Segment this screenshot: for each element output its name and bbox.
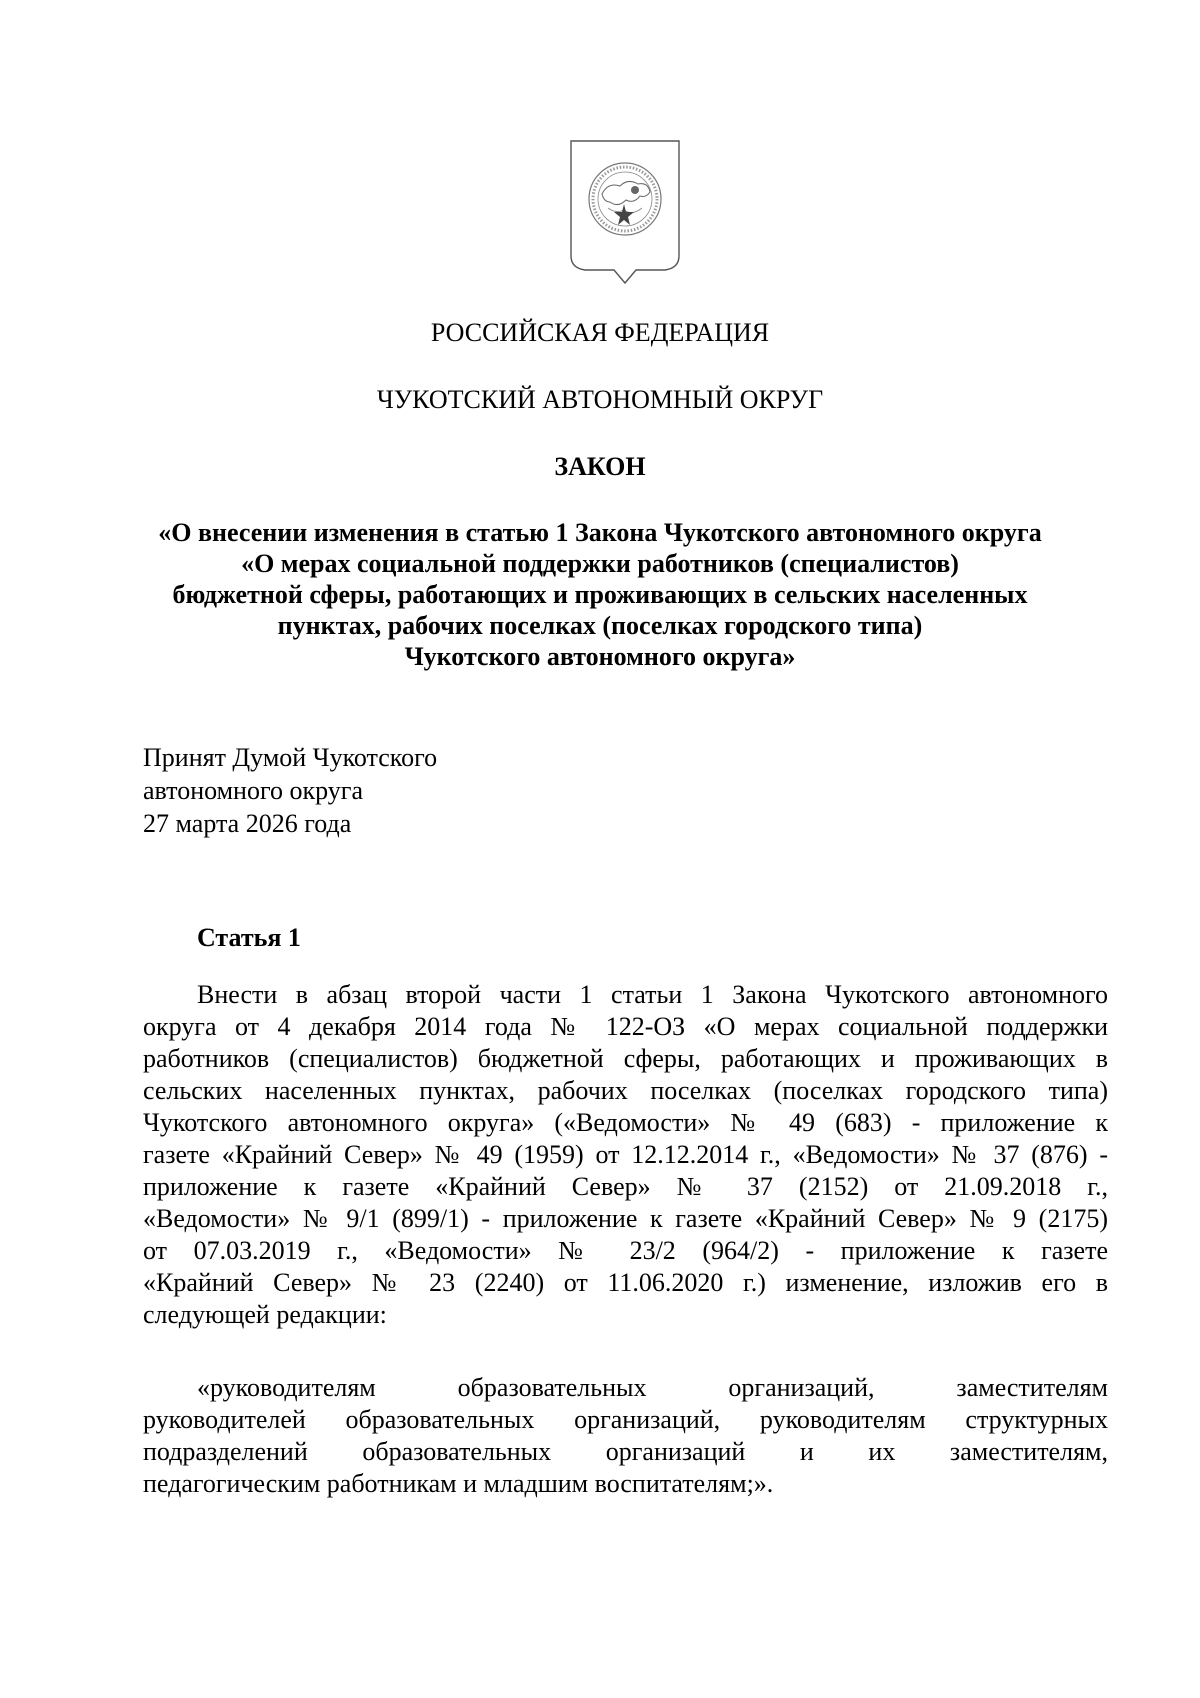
paragraph-line: округа от 4 декабря 2014 года № 122-ОЗ «О мерах социальной поддержки — [143, 1012, 1108, 1041]
article-body-paragraph — [143, 979, 1108, 1331]
law-title-line: Чукотского автономного округа» — [404, 642, 796, 671]
paragraph-line: подразделений образовательных организаций и их заместителям, — [143, 1437, 1108, 1466]
adoption-note-line: Принят Думой Чукотского — [143, 743, 438, 772]
paragraph-line: Внести в абзац второй части 1 статьи 1 Закона Чукотского автономного — [197, 980, 1108, 1009]
paragraph-line: приложение к газете «Крайний Север» № 37 (2152) от 21.09.2018 г., — [143, 1172, 1108, 1201]
paragraph-line: газете «Крайний Север» № 49 (1959) от 12.12.2014 г., «Ведомости» № 37 (876) - — [143, 1140, 1108, 1169]
adoption-date: 27 марта 2026 года — [143, 809, 352, 838]
new-wording-paragraph — [143, 1372, 1108, 1500]
paragraph-line: от 07.03.2019 г., «Ведомости» № 23/2 (964/2) - приложение к газете — [143, 1236, 1108, 1265]
coat-of-arms-emblem — [568, 138, 682, 286]
paragraph-line: «Крайний Север» № 23 (2240) от 11.06.2020 г.) изменение, изложив его в — [143, 1268, 1108, 1297]
article-heading: Статья 1 — [197, 923, 301, 952]
adoption-note-line: автономного округа — [143, 776, 363, 805]
law-title-line: «О внесении изменения в статью 1 Закона Чукотского автономного округа — [158, 518, 1042, 547]
law-title-line: «О мерах социальной поддержки работников (специалистов) — [241, 549, 959, 578]
paragraph-line: «Ведомости» № 9/1 (899/1) - приложение к газете «Крайний Север» № 9 (2175) — [143, 1204, 1108, 1233]
law-title-line: пунктах, рабочих поселках (поселках городского типа) — [277, 611, 923, 640]
law-title-line: бюджетной сферы, работающих и проживающих в сельских населенных — [172, 580, 1028, 609]
paragraph-line: следующей редакции: — [143, 1300, 387, 1329]
paragraph-line: педагогическим работникам и младшим воспитателям;». — [143, 1469, 774, 1498]
region-name: ЧУКОТСКИЙ АВТОНОМНЫЙ ОКРУГ — [376, 385, 824, 414]
paragraph-line: «руководителям образовательных организаций, заместителям — [197, 1373, 1108, 1402]
country-name: РОССИЙСКАЯ ФЕДЕРАЦИЯ — [430, 318, 770, 347]
paragraph-line: сельских населенных пунктах, рабочих поселках (поселках городского типа) — [143, 1076, 1108, 1105]
adoption-note — [143, 741, 437, 840]
law-title — [0, 517, 1200, 672]
document-type: ЗАКОН — [554, 452, 646, 481]
paragraph-line: работников (специалистов) бюджетной сферы, работающих и проживающих в — [143, 1044, 1108, 1073]
paragraph-line: Чукотского автономного округа» («Ведомости» № 49 (683) - приложение к — [143, 1108, 1108, 1137]
paragraph-line: руководителей образовательных организаций, руководителям структурных — [143, 1405, 1108, 1434]
